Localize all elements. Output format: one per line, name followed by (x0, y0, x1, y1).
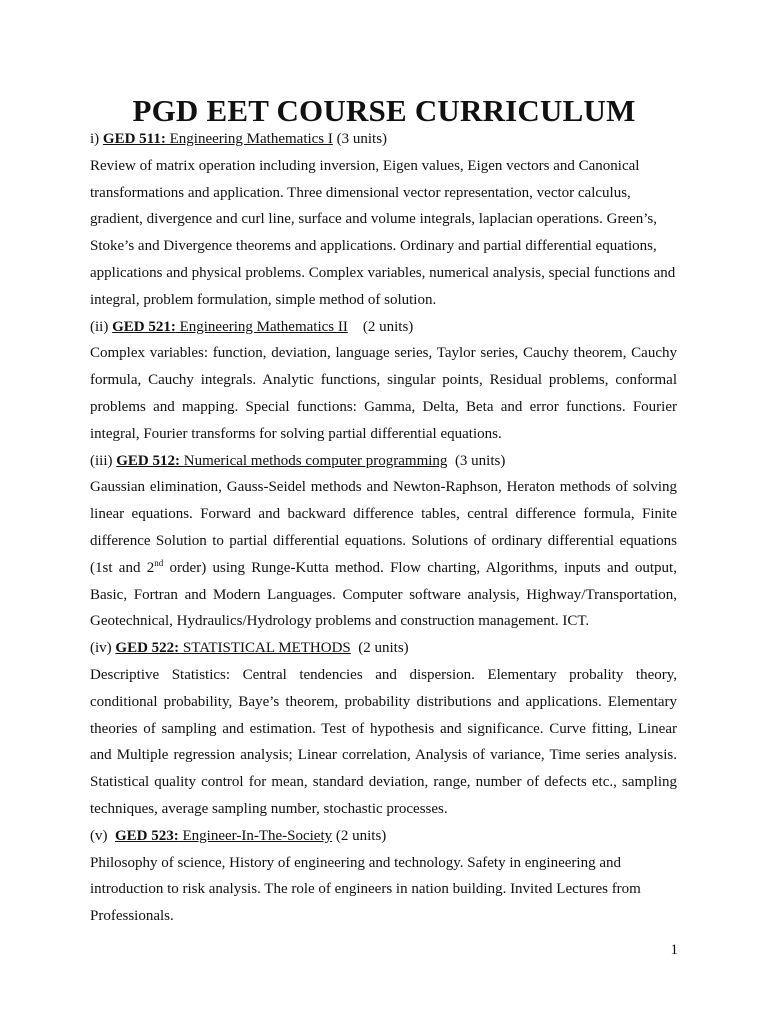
course-code: GED 511: (102, 131, 166, 147)
course-description-ged-522: Descriptive Statistics: Central tendencies and dispersion. Elementary probality theory, conditional probability, Baye’s theorem, probability distributions and applications. Elementary theories of sampling and estimation. Test of hypothesis and significance. Curve fitting, Linear and Multiple regression analysis; Linear correlation, Analysis of variance, Time series analysis. Statistical quality control for mean, standard deviation, range, number of defects etc., sampling techniques, average sampling number, stochastic processes. (90, 666, 677, 817)
course-name: Engineering Mathematics I (165, 131, 333, 147)
course-description-ged-521: Complex variables: function, deviation, language series, Taylor series, Cauchy theorem, Cauchy formula, Cauchy integrals. Analytic functions, singular points, Residual problems, conformal problems and mapping. Special functions: Gamma, Delta, Beta and error functions. Fourier integral, Fourier transforms for solving partial differential equations. (90, 345, 677, 442)
ordinal-superscript: nd (154, 557, 164, 568)
course-list (90, 126, 677, 930)
course-units: (2 units) (332, 827, 387, 844)
course-prefix: i) (90, 131, 103, 147)
course-units: (2 units) (347, 318, 414, 335)
course-code: GED 512: (116, 452, 180, 469)
course-heading-ged-521 (90, 314, 677, 341)
course-units: (2 units) (350, 640, 409, 657)
course-prefix: (iv) (90, 640, 116, 657)
course-code: GED 522: (115, 640, 180, 657)
course-prefix: (ii) (90, 318, 113, 335)
course-heading-ged-523 (90, 823, 677, 850)
course-name: STATISTICAL METHODS (179, 640, 351, 657)
page-number: 1 (670, 942, 678, 958)
course-prefix: (iii) (90, 452, 117, 469)
course-description-ged-511: Review of matrix operation including inversion, Eigen values, Eigen vectors and Canonical transformations and application. Three dimensional vector representation, vector calculus, gradient, divergence and curl line, surface and volume integrals, laplacian operations. Green’s, Stoke’s and Divergence theorems and applications. Ordinary and partial differential equations, applications and physical problems. Complex variables, numerical analysis, special functions and integral, problem formulation, simple method of solution. (90, 157, 676, 308)
course-units: (3 units) (332, 131, 388, 147)
course-heading-ged-522 (90, 635, 677, 662)
course-name: Engineering Mathematics II (175, 318, 348, 335)
course-prefix: (v) (90, 827, 115, 844)
description-text: Gaussian elimination, Gauss-Seidel methods and Newton-Raphson, Heraton methods of solving linear equations. Forward and backward difference tables, central difference formula, Finite difference Solution to partial differential equations. Solutions of ordinary differential equations (1st and 2 (90, 479, 677, 576)
description-text: order) using Runge-Kutta method. Flow charting, Algorithms, inputs and output, Basic, Fortran and Modern Languages. Computer software analysis, Highway/Transportation, Geotechnical, Hydraulics/Hydrology problems and construction management. ICT. (90, 559, 677, 630)
course-heading-ged-511 (90, 126, 677, 153)
course-description-ged-512 (90, 474, 677, 635)
course-heading-ged-512 (90, 448, 677, 475)
course-units: (3 units) (447, 452, 506, 469)
course-name: Engineer-In-The-Society (178, 827, 333, 844)
course-code: GED 523: (115, 827, 179, 844)
course-code: GED 521: (112, 318, 176, 335)
course-name: Numerical methods computer programming (180, 452, 448, 469)
page-title: PGD EET COURSE CURRICULUM (132, 93, 636, 128)
course-description-ged-523: Philosophy of science, History of engineering and technology. Safety in engineering and introduction to risk analysis. The role of engineers in nation building. Invited Lectures from Professionals. (90, 854, 641, 925)
